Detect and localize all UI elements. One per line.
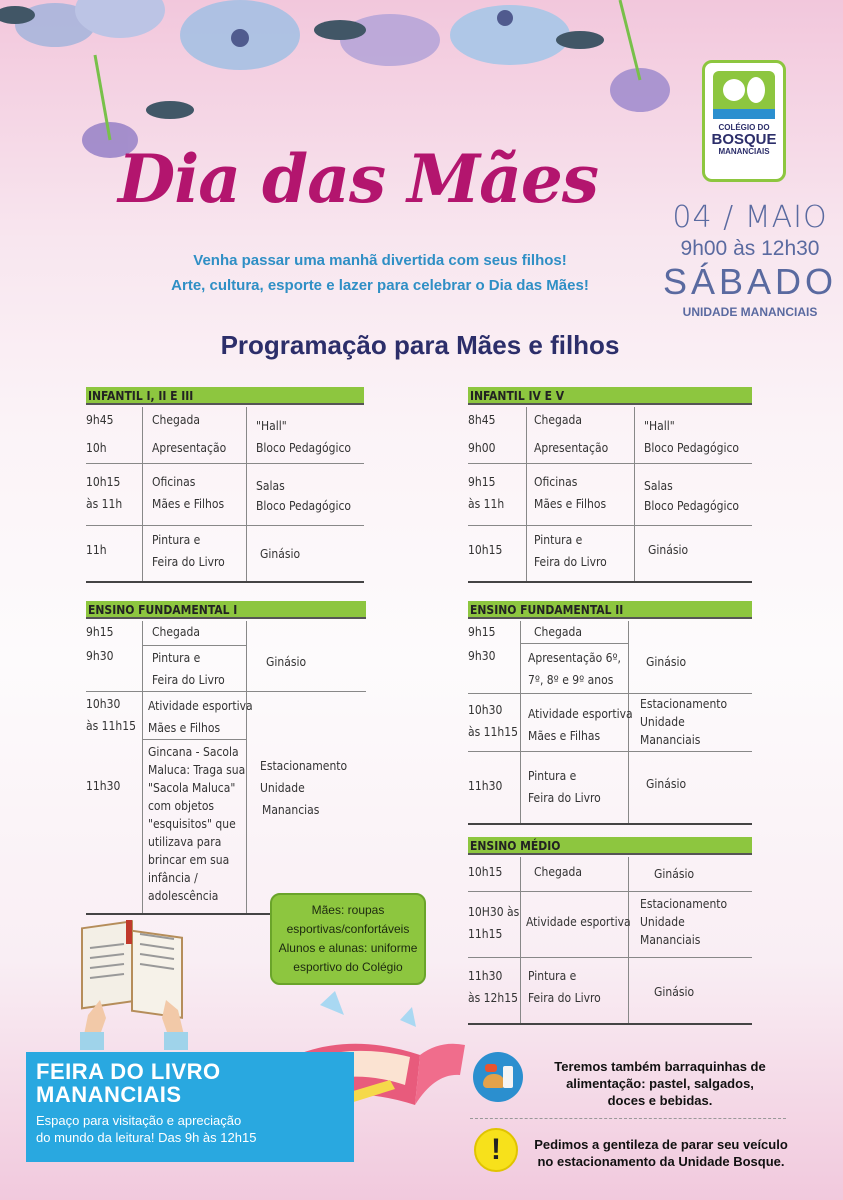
time: 9h15 bbox=[86, 625, 114, 639]
location: Unidade bbox=[260, 781, 305, 795]
time: 10h15 bbox=[468, 543, 503, 557]
activity: Oficinas bbox=[534, 475, 578, 489]
time: 8h45 bbox=[468, 413, 496, 427]
event-day: SÁBADO bbox=[662, 261, 838, 302]
location: Bloco Pedagógico bbox=[256, 441, 352, 455]
location: Estacionamento bbox=[640, 697, 728, 711]
event-time: 9h00 às 12h30 bbox=[680, 237, 820, 260]
activity: Pintura e bbox=[152, 533, 201, 547]
logo-line1: COLÉGIO DO bbox=[718, 123, 770, 132]
activity: Feira do Livro bbox=[152, 673, 225, 687]
note-line: esportivo do Colégio bbox=[293, 960, 403, 974]
time: 11h30 bbox=[468, 969, 503, 983]
book-fair-title: FEIRA DO LIVRO bbox=[36, 1059, 221, 1084]
time: 11h15 bbox=[468, 927, 503, 941]
activity: Mães e Filhos bbox=[148, 721, 221, 735]
activity: Mães e Filhos bbox=[534, 497, 607, 511]
activity: Gincana - Sacola Maluca: Traga sua "Sacola Maluca" com objetos "esquisitos" que utilizava para brincar em sua infância / adolescência bbox=[148, 745, 246, 903]
location: Ginásio bbox=[648, 543, 689, 557]
logo-line3: MANANCIAIS bbox=[718, 147, 770, 156]
subtitle-line2: Arte, cultura, esporte e lazer para celebrar o Dia das Mães! bbox=[171, 277, 589, 294]
activity: Chegada bbox=[152, 625, 200, 639]
food-info bbox=[530, 1058, 790, 1109]
schedule-fundamental-2 bbox=[468, 601, 752, 825]
table-header: ENSINO MÉDIO bbox=[468, 837, 752, 855]
schedule-medio bbox=[468, 837, 752, 1025]
activity: Mães e Filhos bbox=[152, 497, 225, 511]
parking-info-line: no estacionamento da Unidade Bosque. bbox=[537, 1154, 785, 1169]
time: 9h15 bbox=[468, 475, 496, 489]
book-fair-title: MANANCIAIS bbox=[36, 1082, 182, 1107]
food-icon bbox=[473, 1052, 523, 1102]
activity: Feira do Livro bbox=[152, 555, 225, 569]
time: 10h15 bbox=[468, 865, 503, 879]
activity: 7º, 8º e 9º anos bbox=[528, 673, 614, 687]
activity: Chegada bbox=[534, 413, 582, 427]
activity: Atividade esportiva bbox=[526, 915, 631, 929]
table-header: INFANTIL I, II E III bbox=[86, 387, 364, 405]
time: 9h30 bbox=[86, 649, 114, 663]
schedule-fundamental-1 bbox=[86, 601, 366, 915]
time: 10h bbox=[86, 441, 107, 455]
location: Bloco Pedagógico bbox=[644, 441, 740, 455]
time: às 12h15 bbox=[468, 991, 518, 1005]
location: Mananciais bbox=[640, 933, 701, 947]
location: Estacionamento bbox=[640, 897, 728, 911]
activity: Apresentação bbox=[534, 441, 609, 455]
location: Ginásio bbox=[260, 547, 301, 561]
location: Salas bbox=[644, 479, 673, 493]
time: 10h30 bbox=[86, 697, 121, 711]
location: "Hall" bbox=[256, 419, 287, 433]
note-line: esportivas/confortáveis bbox=[286, 922, 410, 936]
activity: Chegada bbox=[534, 865, 582, 879]
time: 11h30 bbox=[86, 779, 121, 793]
time: 9h45 bbox=[86, 413, 114, 427]
time: 9h15 bbox=[468, 625, 496, 639]
food-info-line: Teremos também barraquinhas de bbox=[554, 1059, 766, 1074]
location: Unidade bbox=[640, 915, 685, 929]
activity: Atividade esportiva bbox=[148, 699, 253, 713]
location: Ginásio bbox=[654, 985, 695, 999]
location: Estacionamento bbox=[260, 759, 348, 773]
location: Bloco Pedagógico bbox=[256, 499, 352, 513]
subtitle-line1: Venha passar uma manhã divertida com seus filhos! bbox=[193, 252, 567, 269]
event-info bbox=[660, 200, 840, 319]
divider bbox=[470, 1118, 786, 1119]
food-info-line: doces e bebidas. bbox=[607, 1093, 713, 1108]
time: 10H30 às bbox=[468, 905, 520, 919]
time: às 11h bbox=[468, 497, 505, 511]
logo-line2: BOSQUE bbox=[711, 131, 777, 148]
event-date: 04 / MAIO bbox=[672, 200, 828, 235]
school-logo bbox=[702, 60, 786, 182]
time: às 11h15 bbox=[468, 725, 518, 739]
time: às 11h bbox=[86, 497, 123, 511]
table-header: ENSINO FUNDAMENTAL II bbox=[468, 601, 752, 619]
time: às 11h15 bbox=[86, 719, 136, 733]
time: 11h bbox=[86, 543, 107, 557]
location: Ginásio bbox=[646, 655, 687, 669]
schedule-infantil-1 bbox=[86, 387, 364, 583]
note-line: Alunos e alunas: uniforme bbox=[278, 941, 418, 955]
activity: Mães e Filhas bbox=[528, 729, 601, 743]
location: Unidade bbox=[640, 715, 685, 729]
location: Ginásio bbox=[266, 655, 307, 669]
parking-info bbox=[526, 1136, 796, 1170]
warning-icon: ! bbox=[474, 1128, 518, 1172]
schedule-infantil-2 bbox=[468, 387, 752, 583]
activity: Feira do Livro bbox=[528, 791, 601, 805]
activity: Atividade esportiva bbox=[528, 707, 633, 721]
time: 11h30 bbox=[468, 779, 503, 793]
activity: Apresentação bbox=[152, 441, 227, 455]
book-fair-text: Espaço para visitação e apreciação bbox=[36, 1113, 242, 1128]
activity: Apresentação 6º, bbox=[528, 651, 621, 665]
parking-info-line: Pedimos a gentileza de parar seu veículo bbox=[534, 1137, 788, 1152]
activity: Pintura e bbox=[152, 651, 201, 665]
time: 10h15 bbox=[86, 475, 121, 489]
activity: Feira do Livro bbox=[528, 991, 601, 1005]
location: Manancias bbox=[262, 803, 320, 817]
time: 9h30 bbox=[468, 649, 496, 663]
location: Ginásio bbox=[646, 777, 687, 791]
book-fair-text: do mundo da leitura! Das 9h às 12h15 bbox=[36, 1130, 257, 1145]
activity: Pintura e bbox=[528, 769, 577, 783]
activity: Chegada bbox=[152, 413, 200, 427]
book-fair-panel bbox=[26, 1052, 354, 1162]
note-line: Mães: roupas bbox=[311, 903, 385, 917]
time: 10h30 bbox=[468, 703, 503, 717]
activity: Oficinas bbox=[152, 475, 196, 489]
section-title: Programação para Mães e filhos bbox=[220, 330, 620, 360]
dress-code-note bbox=[270, 893, 426, 985]
activity: Chegada bbox=[534, 625, 582, 639]
activity: Pintura e bbox=[528, 969, 577, 983]
location: Mananciais bbox=[640, 733, 701, 747]
activity: Feira do Livro bbox=[534, 555, 607, 569]
location: "Hall" bbox=[644, 419, 675, 433]
tree-icon bbox=[713, 71, 775, 119]
event-unit: UNIDADE MANANCIAIS bbox=[682, 305, 818, 319]
table-header: INFANTIL IV E V bbox=[468, 387, 752, 405]
reading-book-illustration bbox=[70, 920, 200, 1050]
time: 9h00 bbox=[468, 441, 496, 455]
food-info-line: alimentação: pastel, salgados, bbox=[566, 1076, 754, 1091]
location: Salas bbox=[256, 479, 285, 493]
location: Bloco Pedagógico bbox=[644, 499, 740, 513]
page-title: Dia das Mães bbox=[118, 140, 599, 218]
location: Ginásio bbox=[654, 867, 695, 881]
table-header: ENSINO FUNDAMENTAL I bbox=[86, 601, 366, 619]
activity: Pintura e bbox=[534, 533, 583, 547]
